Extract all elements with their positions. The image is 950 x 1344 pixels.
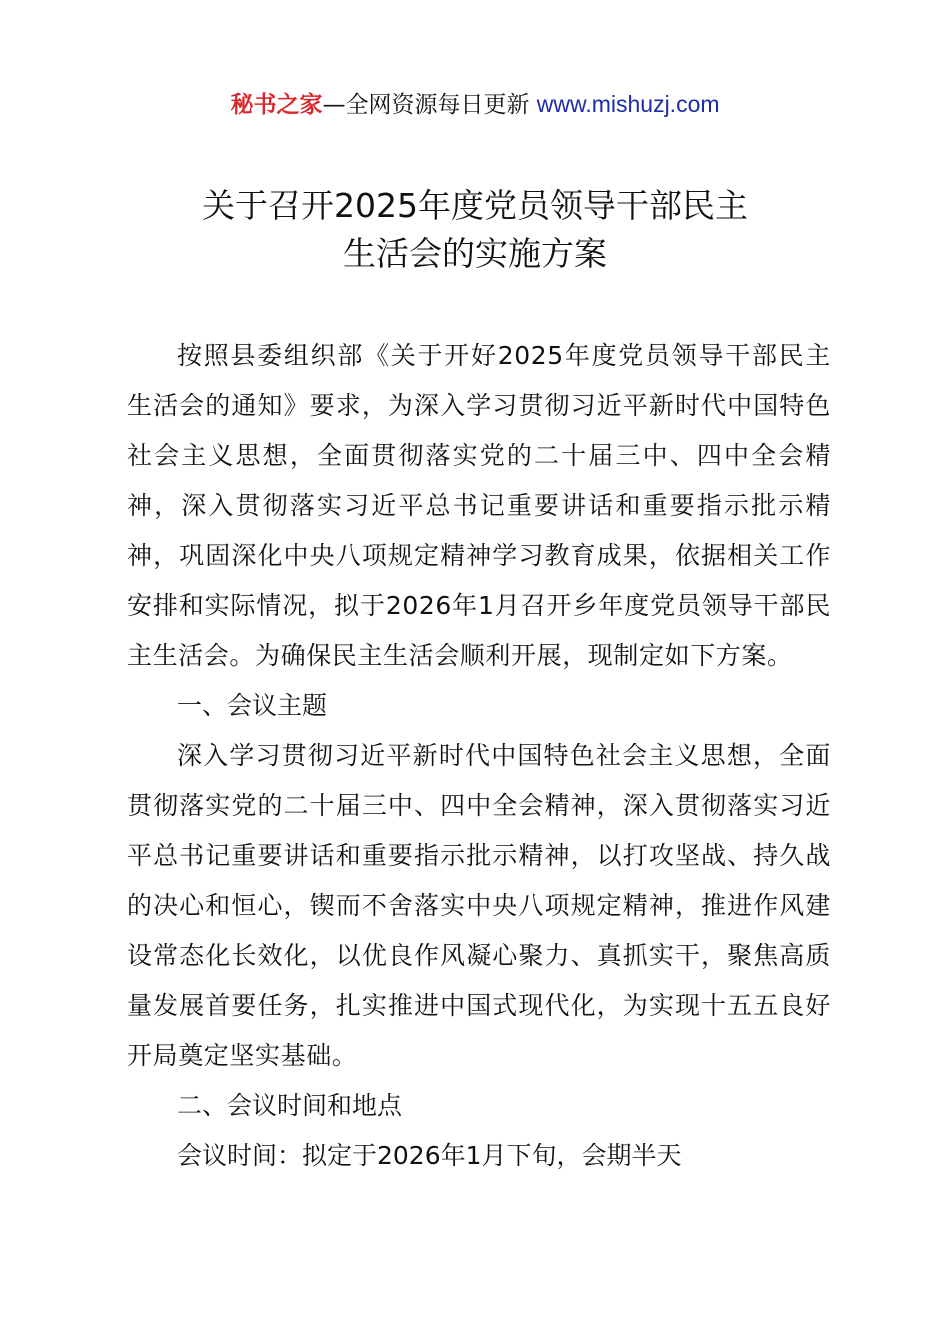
section-heading-theme: 一、会议主题 (177, 691, 328, 720)
brand-name: 秘书之家 (230, 92, 323, 118)
theme-paragraph: 深入学习贯彻习近平新时代中国特色社会主义思想，全面贯彻落实党的二十届三中、四中全会精神，深入贯彻落实习近平总书记重要讲话和重要指示批示精神，以打攻坚战、持久战的决心和恒心，锲而不舍落实中央八项规定精神，推进作风建设常态化长效化，以优良作风凝心聚力、真抓实干，聚焦高质量发展首要任务，扎实推进中国式现代化，为实现十五五良好开局奠定坚实基础。 (127, 741, 831, 1070)
title-line-2: 生活会的实施方案 (343, 234, 607, 273)
section-heading-time-place: 二、会议时间和地点 (177, 1091, 403, 1120)
site-banner (0, 86, 950, 123)
banner-url-link[interactable]: www.mishuzj.com (536, 91, 720, 117)
title-line-1: 关于召开2025年度党员领导干部民主 (202, 186, 748, 225)
document-body (127, 331, 831, 1181)
meeting-time-line: 会议时间：拟定于2026年1月下旬，会期半天 (177, 1141, 682, 1170)
banner-slogan: —全网资源每日更新 (322, 92, 537, 118)
intro-paragraph: 按照县委组织部《关于开好2025年度党员领导干部民主生活会的通知》要求，为深入学习贯彻习近平新时代中国特色社会主义思想，全面贯彻落实党的二十届三中、四中全会精神，深入贯彻落实习近平总书记重要讲话和重要指示批示精神，巩固深化中央八项规定精神学习教育成果，依据相关工作安排和实际情况，拟于2026年1月召开乡年度党员领导干部民主生活会。为确保民主生活会顺利开展，现制定如下方案。 (127, 341, 831, 670)
document-title (0, 182, 950, 278)
